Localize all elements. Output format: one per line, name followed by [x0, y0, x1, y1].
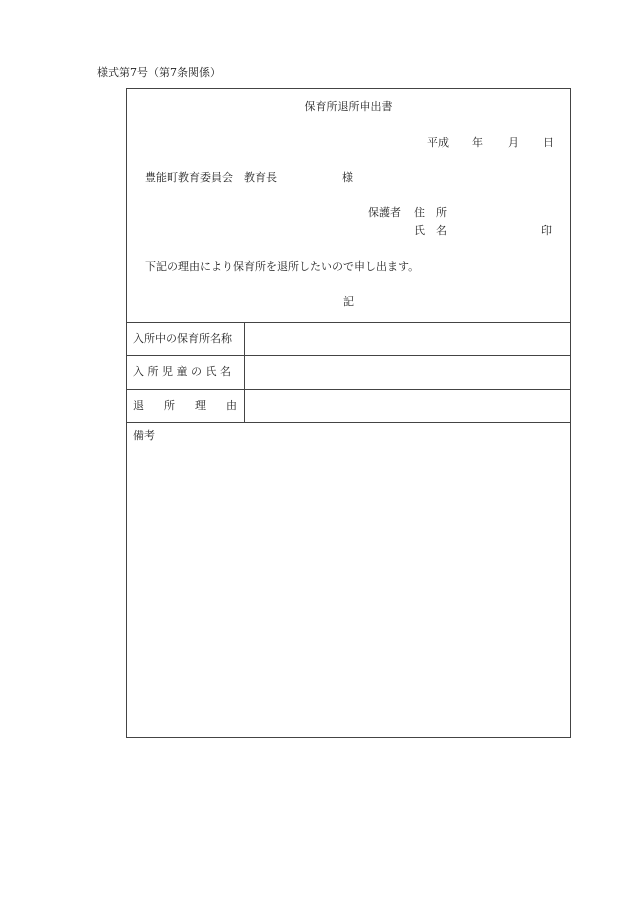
- nursery-name-field[interactable]: [249, 327, 566, 351]
- address-label: 住 所: [414, 206, 447, 219]
- remarks-label: 備考: [133, 429, 155, 442]
- divider: [127, 422, 570, 423]
- date-month: 月: [508, 136, 519, 149]
- reason-field[interactable]: [249, 394, 566, 418]
- form-number: 様式第7号（第7条関係）: [97, 66, 221, 79]
- date-day: 日: [543, 136, 554, 149]
- child-name-field[interactable]: [249, 360, 566, 384]
- statement: 下記の理由により保育所を退所したいので申し出ます。: [145, 260, 420, 273]
- addressee-org: 豊能町教育委員会 教育長: [145, 171, 277, 184]
- name-label: 氏 名: [414, 224, 447, 237]
- addressee-honorific: 様: [342, 171, 353, 184]
- guardian-label: 保護者: [368, 206, 401, 219]
- divider: [127, 389, 570, 390]
- row-label-nursery-name: 入所中の保育所名称: [133, 332, 232, 345]
- divider: [127, 355, 570, 356]
- ki-heading: 記: [343, 295, 354, 308]
- seal-mark: 印: [541, 224, 552, 237]
- form-box: [126, 88, 571, 738]
- divider: [127, 322, 570, 323]
- date-year: 年: [472, 136, 483, 149]
- date-era: 平成: [427, 136, 449, 149]
- form-title: 保育所退所申出書: [304, 100, 393, 113]
- row-label-child-name: 入所児童の氏名: [133, 365, 235, 378]
- row-label-reason: 退所理由: [133, 399, 257, 412]
